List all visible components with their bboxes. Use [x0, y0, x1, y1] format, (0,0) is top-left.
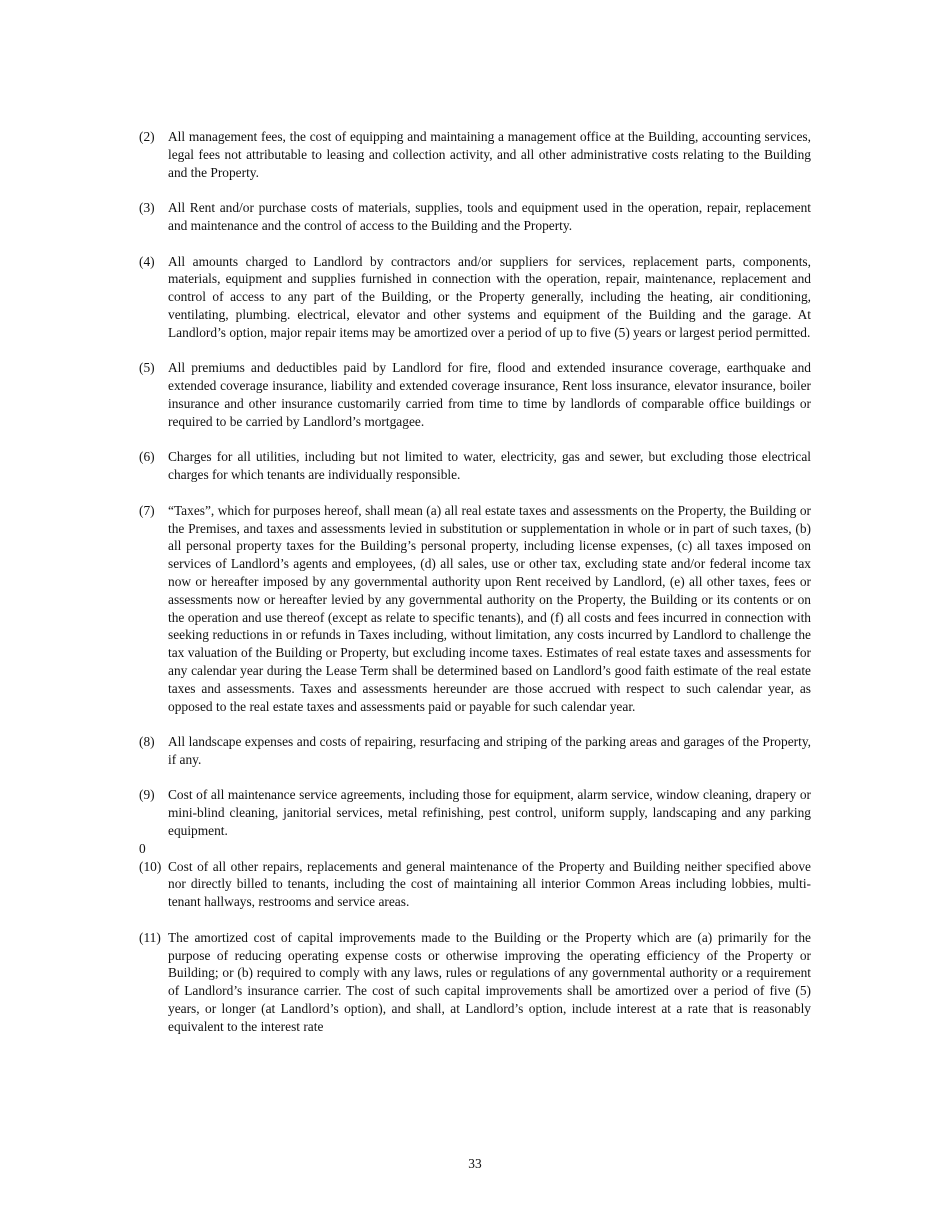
item-text: All landscape expenses and costs of repairing, resurfacing and striping of the parking areas and garages of the Property, if any.	[168, 734, 811, 767]
document-body	[139, 128, 811, 1036]
list-item-9	[139, 786, 811, 839]
list-item-6	[139, 448, 811, 484]
item-text: All management fees, the cost of equipping and maintaining a management office at the Building, accounting services, legal fees not attributable to leasing and collection activity, and all other administrative costs relating to the Building and the Property.	[168, 129, 811, 180]
item-text: Charges for all utilities, including but not limited to water, electricity, gas and sewer, but excluding those electrical charges for which tenants are individually responsible.	[168, 449, 811, 483]
list-item-2	[139, 128, 811, 181]
list-item-8	[139, 733, 811, 769]
item-text: The amortized cost of capital improvements made to the Building or the Property which are (a) primarily for the purpose of reducing operating expense costs or otherwise improving the operating efficiency of the Property or Building; or (b) required to comply with any laws, rules or regulations of any governmental authority or a requirement of Landlord’s insurance carrier. The cost of such capital improvements shall be amortized over a period of five (5) years, or longer (at Landlord’s option), and shall, at Landlord’s option, include interest at a rate that is reasonably equivalent to the interest rate	[168, 929, 811, 1034]
stray-mark: 0	[139, 840, 146, 856]
item-number: (3)	[139, 200, 155, 216]
item-number: (2)	[139, 129, 155, 144]
list-item-10	[139, 858, 811, 911]
item-text: All amounts charged to Landlord by contractors and/or suppliers for services, replacement parts, components, materials, equipment and supplies furnished in connection with the operation, repair, maintenance, replacement and control of access to any part of the Building, or the Property generally, including the heating, air conditioning, ventilating, plumbing. electrical, elevator and other systems and equipment of the Building and the garage. At Landlord’s option, major repair items may be amortized over a period of up to five (5) years or largest period permitted.	[168, 253, 811, 340]
item-number: (9)	[139, 787, 155, 803]
list-item-3	[139, 199, 811, 235]
item-text: All Rent and/or purchase costs of materials, supplies, tools and equipment used in the operation, repair, replacement and maintenance and the control of access to the Building and the Property.	[168, 200, 811, 233]
item-number: (7)	[139, 502, 155, 518]
item-number: (8)	[139, 734, 155, 750]
item-number: (10)	[139, 858, 162, 874]
item-text: Cost of all other repairs, replacements and general maintenance of the Property and Building neither specified above nor directly billed to tenants, including the cost of maintaining all interior Common Areas including lobbies, multi-tenant hallways, restrooms and service areas.	[168, 858, 811, 910]
item-text: Cost of all maintenance service agreements, including those for equipment, alarm service, window cleaning, drapery or mini-blind cleaning, janitorial services, metal refinishing, pest control, uniform supply, landscaping and any parking equipment.	[168, 787, 811, 839]
item-text: “Taxes”, which for purposes hereof, shall mean (a) all real estate taxes and assessments on the Property, the Building or the Premises, and taxes and assessments levied in substitution or supplementation in whole or in part of such taxes, (b) all personal property taxes for the Building’s personal property, including license expenses, (c) all taxes imposed on services of Landlord’s agents and employees, (d) all sales, use or other tax, excluding state and/or federal income tax now or hereafter imposed by any governmental authority upon Rent received by Landlord, (e) all other taxes, fees or assessments now or hereafter levied by any governmental authority on the Property, the Building or its contents or on the operation and use thereof (except as relate to specific tenants), and (f) all costs and fees incurred in connection with seeking reductions in or refunds in Taxes including, without limitation, any costs incurred by Landlord to challenge the tax valuation of the Building or Property, but excluding income taxes. Estimates of real estate taxes and assessments for any calendar year during the Lease Term shall be determined based on Landlord’s good faith estimate of the real estate taxes and assessments. Taxes and assessments hereunder are those accrued with respect to such calendar year, as opposed to the real estate taxes and assessments paid or payable for such calendar year.	[168, 502, 811, 714]
item-number: (5)	[139, 360, 155, 376]
list-item-4	[139, 253, 811, 342]
item-number: (11)	[139, 929, 161, 945]
list-item-5	[139, 359, 811, 430]
item-text: All premiums and deductibles paid by Landlord for fire, flood and extended insurance coverage, earthquake and extended coverage insurance, liability and extended coverage insurance, Rent loss insurance, elevator insurance, boiler insurance and other insurance customarily carried from time to time by landlords of comparable office buildings or required to be carried by Landlord’s mortgagee.	[168, 360, 811, 429]
page-number: 33	[468, 1156, 482, 1171]
item-number: (4)	[139, 253, 155, 269]
list-item-11	[139, 929, 811, 1036]
item-number: (6)	[139, 449, 155, 465]
list-item-7	[139, 502, 811, 716]
